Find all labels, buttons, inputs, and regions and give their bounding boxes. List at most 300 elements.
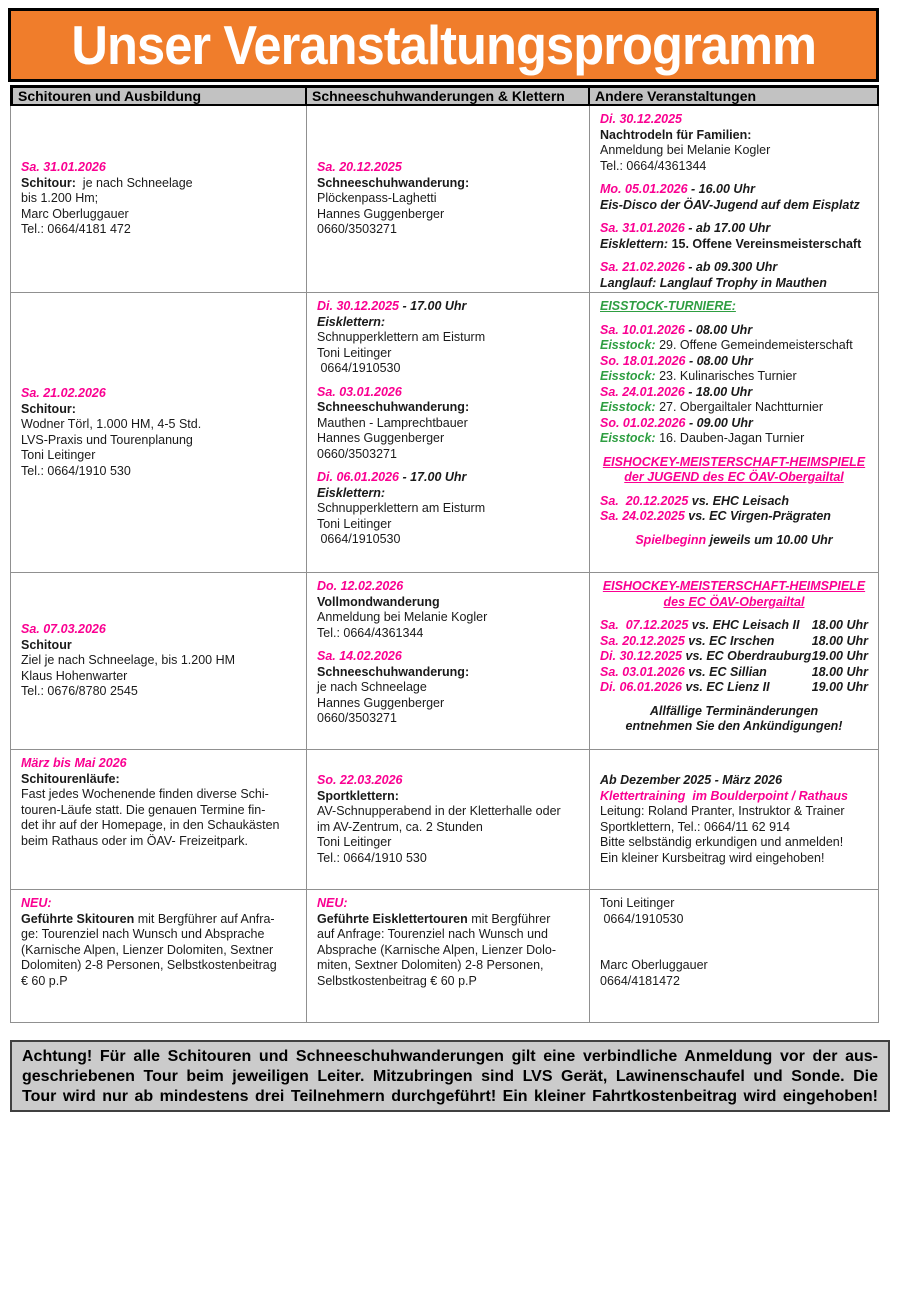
text-line — [21, 958, 296, 974]
text-line — [21, 896, 296, 912]
text-segment: Leitung: Roland Pranter, Instruktor & Trainer — [600, 804, 845, 818]
text-segment: Spielbeginn — [635, 532, 707, 547]
text-line — [600, 338, 868, 354]
text-segment: det ihr auf der Homepage, in den Schaukästen — [21, 818, 280, 832]
column-header-andere: Andere Veranstaltungen — [590, 85, 879, 106]
text-line — [21, 448, 296, 464]
text-segment: - ab 09.300 Uhr — [684, 260, 778, 274]
text-line — [600, 385, 868, 401]
text-segment: entnehmen Sie den Ankündigungen! — [625, 719, 843, 733]
text-segment: 0660/3503271 — [317, 711, 397, 725]
text-line — [600, 416, 868, 432]
text-line — [600, 128, 868, 144]
text-segment: Sa. 20.12.2025 — [317, 160, 402, 175]
text-line — [600, 789, 868, 805]
text-line — [600, 369, 868, 385]
paragraph — [317, 649, 579, 727]
text-segment: Schitour — [21, 637, 72, 652]
text-line — [317, 579, 579, 595]
text-segment: Sa. 24.01.2026 — [600, 384, 685, 399]
text-segment: touren-Läufe statt. Die genauen Termine fin- — [21, 802, 266, 817]
text-segment: € 60 p.P — [21, 973, 68, 988]
text-segment: - 16.00 Uhr — [687, 182, 755, 196]
text-line — [21, 433, 296, 449]
text-segment: Toni Leitinger — [317, 516, 392, 531]
text-line — [600, 354, 868, 370]
text-segment: Schitour: — [21, 401, 76, 416]
text-line — [600, 820, 868, 836]
text-segment: 29. Offene Gemeindemeisterschaft — [655, 338, 853, 352]
text-segment: Schitour: — [21, 175, 76, 190]
text-line — [317, 649, 579, 665]
text-segment: Eisstock: — [600, 400, 656, 414]
text-segment: Eisstock: — [600, 338, 656, 352]
text-segment: - 08.00 Uhr — [684, 322, 753, 337]
text-segment: 0664/4181472 — [600, 973, 680, 988]
text-segment: 18.00 Uhr — [811, 618, 868, 632]
text-line — [317, 711, 579, 727]
text-segment: Anmeldung bei Melanie Kogler — [600, 143, 771, 157]
text-line — [600, 835, 868, 851]
text-line — [317, 789, 579, 805]
text-line — [21, 912, 296, 928]
paragraph — [600, 112, 868, 174]
text-segment: je nach Schneelage — [317, 680, 427, 694]
text-segment: je nach Schneelage — [75, 175, 193, 190]
text-segment: Toni Leitinger — [21, 448, 96, 462]
text-line — [317, 517, 579, 533]
spacer — [774, 634, 811, 650]
text-line — [317, 431, 579, 447]
text-segment: Hannes Guggenberger — [317, 206, 445, 221]
text-segment: Eisstock: — [600, 431, 656, 445]
cell-r4-andere — [590, 750, 879, 890]
text-line — [600, 634, 868, 650]
text-line — [600, 680, 868, 696]
text-line — [600, 276, 868, 292]
text-segment: - 18.00 Uhr — [684, 384, 753, 399]
text-line — [600, 618, 868, 634]
text-segment: AV-Schnupperabend in der Kletterhalle oder — [317, 804, 561, 818]
text-line — [600, 143, 868, 159]
text-segment: vs. EHC Leisach II — [688, 618, 800, 632]
text-segment: Toni Leitinger — [317, 835, 392, 849]
text-segment: 15. Offene Vereinsmeisterschaft — [668, 236, 862, 251]
text-segment: - 09.00 Uhr — [685, 415, 753, 430]
paragraph — [600, 579, 868, 610]
text-segment: vs. EC Irschen — [684, 633, 775, 648]
text-line — [317, 346, 579, 362]
text-line — [317, 820, 579, 836]
program-table — [10, 85, 879, 1023]
text-segment: Bitte selbständig erkundigen und anmelden! — [600, 835, 844, 849]
text-line — [317, 222, 579, 238]
text-segment: Sa. 20.12.2025 — [600, 633, 685, 648]
text-segment — [600, 927, 603, 941]
text-line — [21, 464, 296, 480]
text-segment: Klettertraining im Boulderpoint / Rathaus — [600, 788, 848, 803]
cell-r1-schneeschuh — [307, 106, 590, 293]
paragraph — [600, 618, 868, 696]
text-line — [317, 361, 579, 377]
paragraph — [317, 773, 579, 866]
text-line — [600, 221, 868, 237]
text-segment: Sa. 21.02.2026 — [21, 386, 106, 400]
text-line — [317, 804, 579, 820]
text-line — [600, 494, 868, 510]
text-line — [317, 330, 579, 346]
text-line — [600, 719, 868, 735]
text-segment: bis 1.200 Hm; — [21, 191, 99, 206]
text-line — [21, 622, 296, 638]
text-line — [21, 787, 296, 803]
text-segment: Do. 12.02.2026 — [317, 579, 404, 593]
text-line — [317, 486, 579, 502]
text-line — [21, 818, 296, 834]
text-line — [317, 927, 579, 943]
text-segment: Di. 06.01.2026 — [600, 680, 683, 694]
text-line — [317, 851, 579, 867]
text-line — [600, 509, 868, 525]
text-segment: Sa. 03.01.2026 — [317, 384, 402, 399]
text-line — [21, 386, 296, 402]
text-line — [21, 772, 296, 788]
text-segment: NEU: — [21, 896, 52, 910]
text-line — [317, 626, 579, 642]
text-line — [21, 160, 296, 176]
text-segment: mit Bergführer — [467, 911, 551, 926]
text-segment: Plöckenpass-Laghetti — [317, 191, 437, 206]
text-line — [21, 669, 296, 685]
text-segment: 19.00 Uhr — [811, 680, 868, 694]
text-segment: der JUGEND des EC ÖAV-Obergailtal — [624, 470, 844, 484]
text-segment: EISHOCKEY-MEISTERSCHAFT-HEIMSPIELE — [602, 579, 866, 593]
text-segment: Dolomiten) 2-8 Personen, Selbstkostenbeitrag — [21, 958, 277, 972]
text-line — [317, 773, 579, 789]
text-line — [600, 182, 868, 198]
paragraph — [600, 182, 868, 213]
text-segment: Mauthen - Lamprechtbauer — [317, 415, 468, 430]
text-line — [21, 927, 296, 943]
text-line — [600, 533, 868, 549]
text-segment: Eis-Disco der ÖAV-Jugend auf dem Eisplatz — [600, 197, 860, 212]
text-segment: 18.00 Uhr — [811, 664, 868, 679]
text-line — [21, 653, 296, 669]
cell-r3-schitouren — [10, 573, 307, 750]
text-line — [317, 896, 579, 912]
text-line — [317, 160, 579, 176]
text-segment: Eisstock: — [600, 369, 656, 383]
text-segment: Tel.: 0664/4361344 — [317, 625, 424, 640]
text-line — [317, 532, 579, 548]
text-segment: Selbstkostenbeitrag € 60 p.P — [317, 973, 477, 988]
paragraph — [600, 773, 868, 866]
text-line — [600, 773, 868, 789]
text-segment: Langlauf: Langlauf Trophy in Mauthen — [600, 275, 827, 290]
text-segment: im AV-Zentrum, ca. 2 Stunden — [317, 819, 483, 834]
text-line — [21, 756, 296, 772]
text-line — [600, 912, 868, 928]
text-segment: vs. EHC Leisach — [688, 493, 790, 508]
paragraph — [600, 260, 868, 291]
text-segment: mit Bergführer auf Anfra- — [134, 911, 275, 926]
text-segment: vs. EC Virgen-Prägraten — [684, 509, 831, 523]
text-segment: So. 01.02.2026 — [600, 415, 686, 430]
text-segment: Ein kleiner Kursbeitrag wird eingehoben! — [600, 850, 825, 865]
text-segment: Wodner Törl, 1.000 HM, 4-5 Std. — [21, 417, 202, 431]
text-segment: Ziel je nach Schneelage, bis 1.200 HM — [21, 653, 236, 668]
text-segment: Schneeschuhwanderung: — [317, 400, 470, 414]
text-segment: Fast jedes Wochenende finden diverse Schi- — [21, 787, 269, 801]
text-segment: 27. Obergailtaler Nachtturnier — [655, 400, 824, 414]
text-segment: Sa. 31.01.2026 — [21, 160, 106, 175]
text-line — [317, 835, 579, 851]
text-segment: LVS-Praxis und Tourenplanung — [21, 432, 193, 447]
paragraph — [317, 579, 579, 641]
text-segment: Tel.: 0664/1910 530 — [317, 850, 427, 865]
text-segment: Tel.: 0676/8780 2545 — [21, 684, 138, 699]
cell-r4-schitouren — [10, 750, 307, 890]
text-line — [600, 927, 868, 943]
text-segment: 0660/3503271 — [317, 222, 397, 237]
text-segment: - 17.00 Uhr — [399, 299, 467, 313]
text-segment: Allfällige Terminänderungen — [649, 703, 819, 718]
text-line — [317, 912, 579, 928]
text-segment: 18.00 Uhr — [811, 633, 868, 648]
column-header-schneeschuh: Schneeschuhwanderungen & Klettern — [307, 85, 590, 106]
paragraph — [600, 896, 868, 989]
text-segment: Di. 30.12.2025 — [600, 112, 683, 126]
paragraph — [600, 221, 868, 252]
text-segment: So. 22.03.2026 — [317, 773, 403, 787]
paragraph — [600, 323, 868, 447]
text-line — [600, 455, 868, 471]
text-line — [600, 400, 868, 416]
text-line — [600, 237, 868, 253]
text-line — [317, 974, 579, 990]
text-line — [21, 684, 296, 700]
text-segment: Sportklettern: — [317, 788, 399, 803]
text-line — [600, 431, 868, 447]
text-segment: vs. EC Sillian — [684, 664, 767, 679]
text-segment: Klaus Hohenwarter — [21, 668, 128, 683]
column-header-schitouren: Schitouren und Ausbildung — [10, 85, 307, 106]
text-line — [317, 680, 579, 696]
text-segment: Di. 30.12.2025 — [317, 299, 400, 313]
notice-line: Tour wird nur ab mindestens drei Teilnehmern durchgeführt! Ein kleiner Fahrtkostenbeitrag wird eingehoben! — [22, 1088, 878, 1105]
text-line — [600, 896, 868, 912]
text-line — [600, 595, 868, 611]
text-segment: jeweils um 10.00 Uhr — [706, 532, 833, 547]
text-line — [21, 638, 296, 654]
text-line — [600, 112, 868, 128]
text-segment: Tel.: 0664/4181 472 — [21, 222, 131, 237]
text-segment: des EC ÖAV-Obergailtal — [663, 594, 805, 609]
text-segment: Sa. 07.12.2025 — [600, 618, 689, 632]
text-line — [21, 803, 296, 819]
text-segment: miten, Sextner Dolomiten) 2-8 Personen, — [317, 958, 544, 972]
text-segment: Geführte Skitouren — [21, 911, 135, 926]
text-line — [600, 198, 868, 214]
paragraph — [600, 494, 868, 525]
text-segment: 16. Dauben-Jagan Turnier — [655, 431, 805, 445]
text-line — [600, 299, 868, 315]
text-line — [21, 402, 296, 418]
text-segment: Hannes Guggenberger — [317, 695, 445, 710]
page-title-banner — [8, 8, 879, 82]
text-line — [317, 696, 579, 712]
paragraph — [600, 455, 868, 486]
text-segment: 0664/1910530 — [317, 361, 401, 375]
paragraph — [600, 299, 868, 315]
cell-r2-schneeschuh — [307, 293, 590, 573]
text-segment: Anmeldung bei Melanie Kogler — [317, 610, 488, 624]
text-segment: Sa. 10.01.2026 — [600, 322, 685, 337]
text-segment: Toni Leitinger — [317, 345, 392, 360]
paragraph — [21, 160, 296, 238]
text-segment: Di. 30.12.2025 — [600, 649, 683, 663]
spacer — [770, 680, 812, 696]
cell-r5-andere — [590, 890, 879, 1023]
text-segment: (Karnische Alpen, Lienzer Dolomiten, Sextner — [21, 942, 274, 957]
cell-r5-schitouren — [10, 890, 307, 1023]
paragraph — [600, 533, 868, 549]
text-segment: Eisklettern: — [600, 236, 669, 251]
cell-r2-andere — [590, 293, 879, 573]
text-segment: Sa. 20.12.2025 — [600, 493, 689, 508]
text-segment: Tel.: 0664/1910 530 — [21, 463, 131, 478]
text-line — [600, 470, 868, 486]
text-segment: Sa. 21.02.2026 — [600, 260, 685, 274]
paragraph — [317, 160, 579, 238]
spacer — [799, 618, 811, 634]
text-segment: Schneeschuhwanderung: — [317, 664, 470, 679]
paragraph — [600, 704, 868, 735]
text-line — [600, 851, 868, 867]
paragraph — [21, 896, 296, 989]
text-segment: Schneeschuhwanderung: — [317, 175, 470, 190]
text-line — [317, 501, 579, 517]
paragraph — [317, 299, 579, 377]
text-line — [317, 176, 579, 192]
text-line — [317, 470, 579, 486]
notice-line: geschriebenen Tour beim jeweiligen Leiter. Mitzubringen sind LVS Gerät, Lawinenschaufel und Sonde. Die — [22, 1068, 878, 1085]
text-segment: 19.00 Uhr — [811, 649, 868, 663]
text-line — [600, 649, 868, 665]
text-line — [21, 222, 296, 238]
text-segment: - ab 17.00 Uhr — [684, 221, 771, 235]
paragraph — [317, 896, 579, 989]
text-segment: 0660/3503271 — [317, 446, 397, 461]
text-segment — [600, 943, 603, 957]
text-segment: vs. EC Oberdrauburg — [682, 649, 812, 663]
text-segment: Sa. 14.02.2026 — [317, 649, 402, 663]
text-line — [600, 323, 868, 339]
spacer — [767, 665, 812, 681]
text-segment: Sa. 31.01.2026 — [600, 221, 685, 235]
text-segment: beim Rathaus oder im ÖAV- Freizeitpark. — [21, 833, 248, 848]
text-segment: Sa. 03.01.2026 — [600, 664, 685, 679]
text-line — [317, 299, 579, 315]
text-line — [317, 191, 579, 207]
text-segment: 0664/1910530 — [600, 911, 684, 926]
text-segment: Eisklettern: — [317, 485, 386, 500]
text-segment: Vollmondwanderung — [317, 594, 440, 609]
text-line — [21, 974, 296, 990]
cell-r1-schitouren — [10, 106, 307, 293]
notice-box — [10, 1040, 890, 1112]
cell-r3-schneeschuh — [307, 573, 590, 750]
cell-r2-schitouren — [10, 293, 307, 573]
text-line — [317, 416, 579, 432]
text-segment: vs. EC Lienz II — [682, 680, 770, 694]
text-line — [317, 207, 579, 223]
text-line — [317, 447, 579, 463]
page-title: Unser Veranstaltungsprogramm — [71, 14, 816, 76]
text-line — [21, 834, 296, 850]
text-segment: März bis Mai 2026 — [21, 756, 127, 770]
cell-r4-schneeschuh — [307, 750, 590, 890]
text-segment: EISSTOCK-TURNIERE: — [600, 299, 736, 313]
text-segment: Absprache (Karnische Alpen, Lienzer Dolo- — [317, 942, 557, 957]
cell-r5-schneeschuh — [307, 890, 590, 1023]
text-line — [600, 704, 868, 720]
text-segment: Mo. 05.01.2026 — [600, 182, 688, 196]
text-segment: Eisklettern: — [317, 314, 386, 329]
text-line — [600, 665, 868, 681]
text-segment: Toni Leitinger — [600, 896, 675, 910]
paragraph — [317, 385, 579, 463]
text-segment: ge: Tourenziel nach Wunsch und Absprache — [21, 927, 265, 941]
text-line — [21, 207, 296, 223]
text-segment: Sa. 07.03.2026 — [21, 622, 106, 637]
text-segment: Di. 06.01.2026 — [317, 470, 400, 484]
cell-r1-andere — [590, 106, 879, 293]
paragraph — [21, 756, 296, 849]
text-line — [600, 159, 868, 175]
text-line — [21, 417, 296, 433]
text-segment: Nachtrodeln für Familien: — [600, 127, 752, 142]
text-line — [317, 315, 579, 331]
text-segment: 23. Kulinarisches Turnier — [655, 369, 797, 383]
text-segment: 0664/1910530 — [317, 532, 401, 546]
text-segment: - 08.00 Uhr — [685, 353, 753, 368]
text-segment: So. 18.01.2026 — [600, 353, 686, 368]
text-line — [600, 804, 868, 820]
paragraph — [21, 622, 296, 700]
text-line — [21, 191, 296, 207]
text-line — [600, 943, 868, 959]
text-line — [600, 974, 868, 990]
text-segment: Tel.: 0664/4361344 — [600, 158, 707, 173]
text-segment: Schnupperklettern am Eisturm — [317, 330, 486, 344]
text-line — [317, 610, 579, 626]
text-line — [317, 665, 579, 681]
text-line — [317, 400, 579, 416]
text-line — [600, 958, 868, 974]
text-segment: EISHOCKEY-MEISTERSCHAFT-HEIMSPIELE — [602, 454, 866, 469]
text-line — [21, 176, 296, 192]
text-line — [21, 943, 296, 959]
text-line — [600, 579, 868, 595]
notice-line: Achtung! Für alle Schitouren und Schneeschuhwanderungen gilt eine verbindliche Anmeldung vor der aus- — [22, 1048, 878, 1065]
text-segment: Geführte Eisklettertouren — [317, 911, 468, 926]
text-line — [317, 385, 579, 401]
text-line — [317, 595, 579, 611]
text-segment: Marc Oberluggauer — [21, 206, 129, 221]
paragraph — [317, 470, 579, 548]
text-line — [600, 260, 868, 276]
